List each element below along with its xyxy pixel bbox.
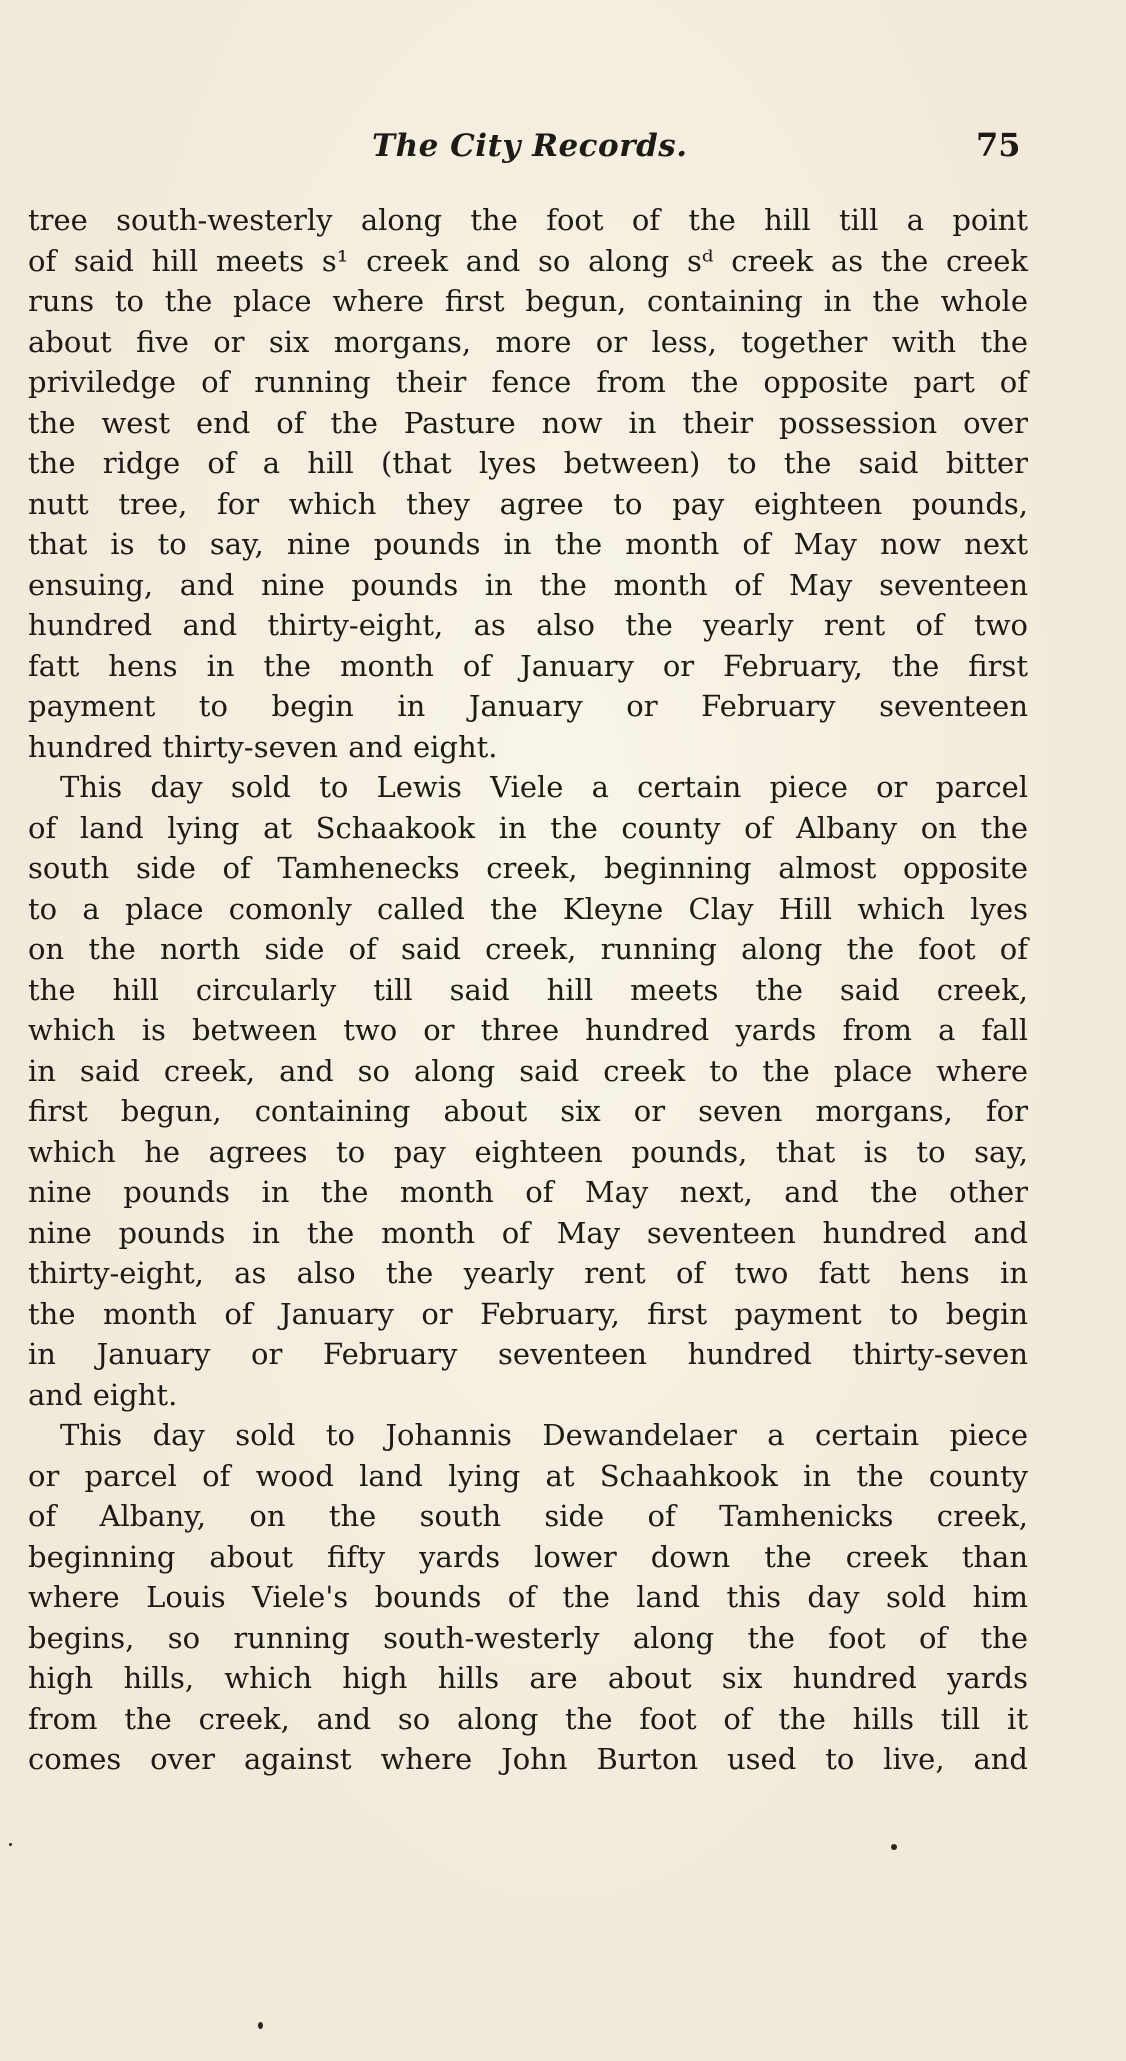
ink-speck — [9, 1843, 12, 1846]
text-line: that is to say, nine pounds in the month of May now next — [28, 527, 1028, 561]
text-line: thirty-eight, as also the yearly rent of two fatt hens in — [28, 1256, 1028, 1290]
text-line: fatt hens in the month of January or February, the first — [28, 648, 1028, 683]
paragraph-continued — [28, 200, 1028, 767]
page-number: 75 — [976, 126, 1021, 164]
ink-speck — [258, 2022, 263, 2029]
text-line: tree south-westerly along the foot of the hill till a point — [28, 203, 1028, 237]
text-line: the month of January or February, first payment to begin — [28, 1296, 1028, 1331]
running-title: The City Records. — [372, 128, 688, 164]
text-line: hundred thirty-seven and eight. — [28, 729, 498, 764]
body-text — [28, 200, 1028, 1780]
text-line: nutt tree, for which they agree to pay eighteen pounds, — [28, 486, 1028, 521]
text-line: which he agrees to pay eighteen pounds, that is to say, — [28, 1134, 1028, 1169]
text-line: the west end of the Pasture now in their possession over — [28, 405, 1028, 440]
text-line: comes over against where John Burton used to live, and — [28, 1742, 1028, 1776]
text-line: runs to the place where first begun, containing in the whole — [28, 284, 1028, 318]
text-line: ensuing, and nine pounds in the month of May seventeen — [28, 567, 1028, 602]
text-line: in January or February seventeen hundred thirty-seven — [28, 1337, 1028, 1371]
text-line: from the creek, and so along the foot of the hills till it — [28, 1701, 1028, 1736]
text-line: south side of Tamhenecks creek, beginning almost opposite — [28, 851, 1028, 885]
text-line: the hill circularly till said hill meets the said creek, — [28, 972, 1028, 1007]
text-line: beginning about fifty yards lower down the creek than — [28, 1539, 1028, 1574]
text-line: the ridge of a hill (that lyes between) to the said bitter — [28, 446, 1028, 480]
text-line: begins, so running south-westerly along the foot of the — [28, 1620, 1028, 1655]
text-line: first begun, containing about six or seven morgans, for — [28, 1094, 1028, 1128]
text-line: nine pounds in the month of May seventeen hundred and — [28, 1215, 1028, 1250]
running-head — [0, 128, 1126, 176]
text-line: This day sold to Johannis Dewandelaer a certain piece — [60, 1418, 1028, 1452]
text-line: which is between two or three hundred yards from a fall — [28, 1013, 1028, 1047]
text-line: of said hill meets s¹ creek and so along sᵈ creek as the creek — [28, 243, 1028, 278]
text-line: of land lying at Schaakook in the county of Albany on the — [28, 810, 1028, 845]
text-line: where Louis Viele's bounds of the land this day sold him — [28, 1580, 1028, 1614]
text-line: hundred and thirty-eight, as also the yearly rent of two — [28, 608, 1028, 642]
text-line: and eight. — [28, 1377, 178, 1412]
text-line: This day sold to Lewis Viele a certain piece or parcel — [60, 770, 1028, 804]
text-line: about five or six morgans, more or less, together with the — [28, 324, 1028, 359]
paragraph-lewis-viele — [28, 767, 1028, 1415]
text-line: payment to begin in January or February seventeen — [28, 689, 1028, 723]
text-line: of Albany, on the south side of Tamhenicks creek, — [28, 1499, 1028, 1533]
paragraph-johannis-dewandelaer — [28, 1415, 1028, 1780]
text-line: in said creek, and so along said creek to the place where — [28, 1053, 1028, 1088]
text-line: priviledge of running their fence from the opposite part of — [28, 365, 1028, 399]
text-line: high hills, which high hills are about six hundred yards — [28, 1661, 1028, 1695]
text-line: on the north side of said creek, running along the foot of — [28, 932, 1028, 966]
text-line: to a place comonly called the Kleyne Clay Hill which lyes — [28, 891, 1028, 926]
ink-speck — [891, 1844, 897, 1850]
text-line: or parcel of wood land lying at Schaahkook in the county — [28, 1458, 1028, 1493]
text-line: nine pounds in the month of May next, and the other — [28, 1175, 1028, 1209]
